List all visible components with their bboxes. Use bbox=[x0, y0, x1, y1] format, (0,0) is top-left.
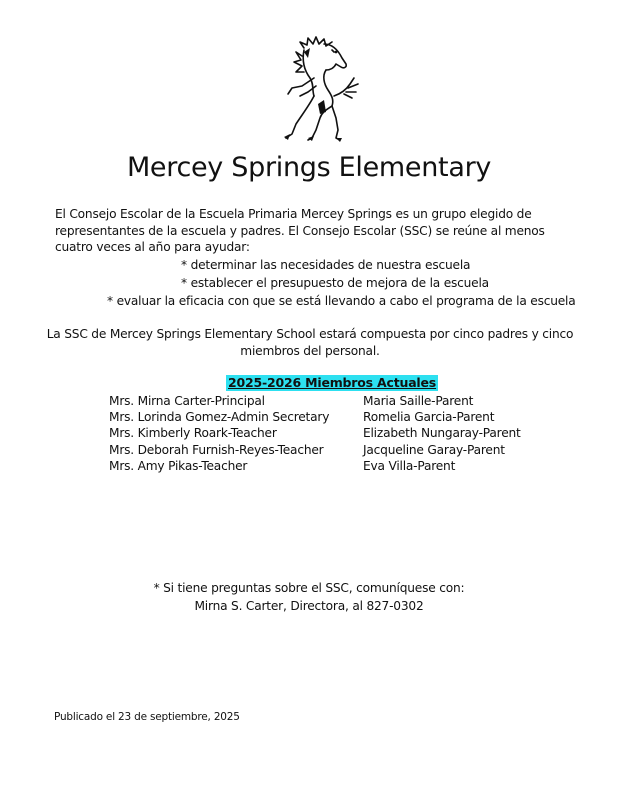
parent-member: Romelia Garcia-Parent bbox=[363, 410, 495, 425]
horse-icon bbox=[274, 34, 366, 146]
parent-member: Elizabeth Nungaray-Parent bbox=[363, 426, 521, 441]
purpose-item: * determinar las necesidades de nuestra escuela bbox=[181, 258, 471, 272]
staff-member: Mrs. Amy Pikas-Teacher bbox=[109, 458, 248, 473]
composition-paragraph: La SSC de Mercey Springs Elementary School estará compuesta por cinco padres y cinco miembros del personal. bbox=[46, 327, 574, 358]
parent-member: Jacqueline Garay-Parent bbox=[363, 442, 505, 457]
members-heading: 2025-2026 Miembros Actuales bbox=[228, 375, 437, 390]
staff-member: Mrs. Deborah Furnish-Reyes-Teacher bbox=[109, 442, 324, 457]
parent-member: Eva Villa-Parent bbox=[363, 458, 456, 473]
page-title: Mercey Springs Elementary bbox=[126, 152, 492, 183]
mustang-horse-logo bbox=[274, 34, 366, 146]
staff-member: Mrs. Mirna Carter-Principal bbox=[109, 394, 265, 408]
intro-paragraph: El Consejo Escolar de la Escuela Primaria Mercey Springs es un grupo elegido de representantes de la escuela y padres. El Consejo Escolar (SSC) se reúne al menos cuatro veces al año para ayudar: bbox=[55, 207, 545, 254]
purpose-list bbox=[0, 256, 618, 310]
purpose-item: * evaluar la eficacia con que se está llevando a cabo el programa de la escuela bbox=[107, 294, 576, 308]
purpose-item: * establecer el presupuesto de mejora de la escuela bbox=[181, 276, 489, 290]
parent-member: Maria Saille-Parent bbox=[363, 394, 474, 408]
staff-members-list bbox=[109, 393, 329, 474]
contact-info bbox=[0, 579, 618, 615]
parent-members-list bbox=[363, 393, 521, 474]
staff-member: Mrs. Kimberly Roark-Teacher bbox=[109, 426, 277, 441]
contact-line: * Si tiene preguntas sobre el SSC, comuníquese con: bbox=[153, 581, 465, 595]
published-date: Publicado el 23 de septiembre, 2025 bbox=[54, 711, 240, 723]
contact-line: Mirna S. Carter, Directora, al 827-0302 bbox=[194, 599, 424, 613]
staff-member: Mrs. Lorinda Gomez-Admin Secretary bbox=[109, 410, 330, 425]
